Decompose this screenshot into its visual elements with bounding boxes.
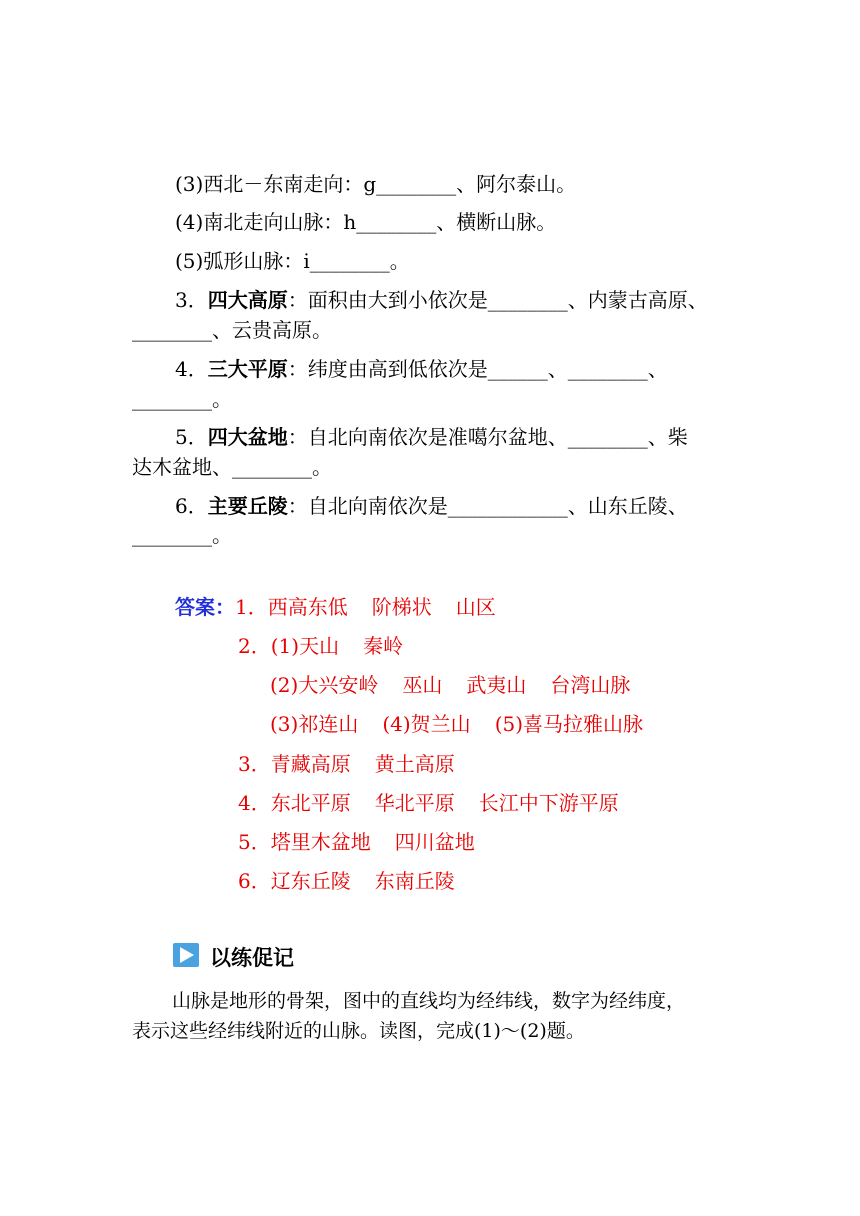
answer-item: 塔里木盆地 [270,830,371,854]
q3-number: 3． [175,288,208,312]
answer-5-number: 5． [238,830,271,854]
q4-label: 三大平原 [207,357,288,381]
answer-1-number: 1． [235,595,268,619]
answer-row-3 [238,750,455,778]
q6-label: 主要丘陵 [207,494,288,518]
answer-item: 东北平原 [270,791,351,815]
q5-label: 四大盆地 [207,425,288,449]
q5-line2: 达木盆地、________。 [132,455,332,479]
q4-line2: ________。 [132,387,232,411]
answer-item: 辽东丘陵 [270,869,351,893]
answer-item: (2)大兴安岭 [270,673,379,697]
answer-item: 四川盆地 [394,830,475,854]
answer-item: (3)祁连山 [270,712,359,736]
answer-item: 台湾山脉 [550,673,631,697]
answer-4-number: 4． [238,791,271,815]
q3-sub4: (4)南北走向山脉：h________、横断山脉。 [175,210,557,234]
section-title: 以练促记 [210,946,294,970]
answer-item: 青藏高原 [270,752,351,776]
q5-text1: ：自北向南依次是准噶尔盆地、________、柴 [287,425,688,449]
answer-item: (1)天山 [270,634,340,658]
q6-text1: ：自北向南依次是____________、山东丘陵、 [287,494,688,518]
q3-line2: ________、云贵高原。 [132,318,332,342]
answer-item: 秦岭 [363,634,404,658]
answer-row-4 [238,789,619,817]
answer-row-2c [270,710,643,738]
q4-number: 4． [175,357,208,381]
q6-number: 6． [175,494,208,518]
answer-label: 答案： [175,595,235,619]
answer-item: 东南丘陵 [374,869,455,893]
play-triangle-icon [173,943,199,967]
q5-line1 [175,423,688,451]
q6-line1 [175,492,688,520]
answer-row-2 [238,632,403,660]
q3-sub5: (5)弧形山脉：i________。 [175,249,410,273]
answer-row-1 [175,593,496,621]
q4-line1 [175,355,668,383]
q3-sub3: (3)西北－东南走向：g________、阿尔泰山。 [175,172,577,196]
answer-row-6 [238,867,455,895]
answer-item: 山区 [455,595,496,619]
answer-item: (5)喜马拉雅山脉 [494,712,644,736]
q3-line1 [175,286,708,314]
q5-number: 5． [175,425,208,449]
answer-item: 巫山 [402,673,443,697]
answer-item: 黄土高原 [374,752,455,776]
answer-item: 长江中下游平原 [478,791,619,815]
answer-item: (4)贺兰山 [382,712,471,736]
answer-item: 阶梯状 [371,595,432,619]
answer-row-5 [238,828,475,856]
q3-label: 四大高原 [207,288,288,312]
answer-row-2b [270,671,630,699]
q6-line2: ________。 [132,523,232,547]
answer-item: 华北平原 [374,791,455,815]
q3-text1: ：面积由大到小依次是________、内蒙古高原、 [287,288,708,312]
answer-3-number: 3． [238,752,271,776]
practice-paragraph-line1: 山脉是地形的骨架，图中的直线均为经纬线，数字为经纬度， [172,990,686,1012]
practice-paragraph-line2: 表示这些经纬线附近的山脉。读图，完成(1)～(2)题。 [132,1020,585,1042]
answer-item: 武夷山 [466,673,527,697]
q4-text1: ：纬度由高到低依次是______、________、 [287,357,668,381]
answer-2-number: 2． [238,634,271,658]
answer-item: 西高东低 [267,595,348,619]
answer-6-number: 6． [238,869,271,893]
